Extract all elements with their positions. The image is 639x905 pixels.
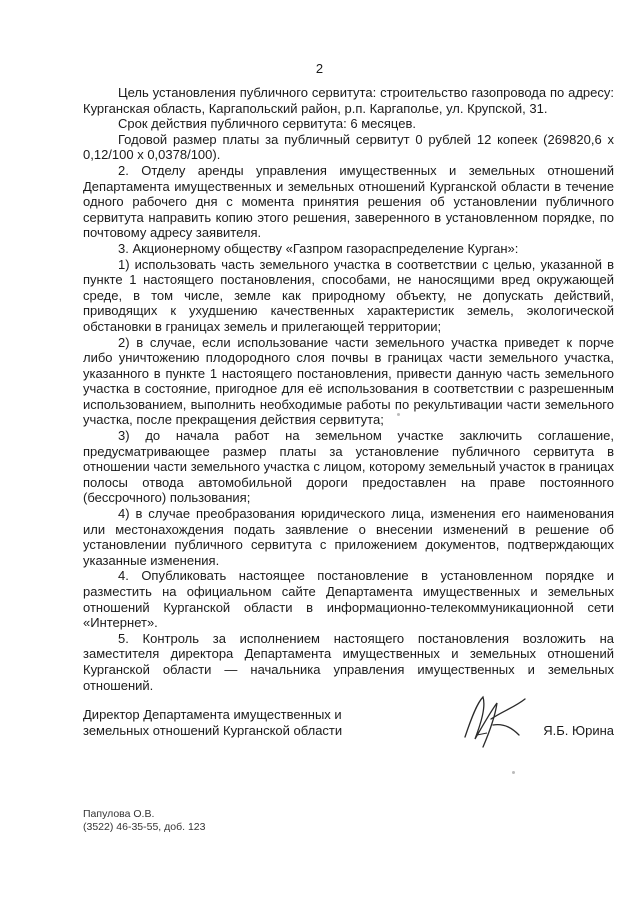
paragraph-annual-fee: Годовой размер платы за публичный сервитут 0 рублей 12 копеек (269820,6 х 0,12/100 х 0,0378/100).: [83, 131, 614, 163]
executor-info: [83, 808, 205, 834]
signatory-title-line2: земельных отношений Курганской области: [83, 723, 343, 738]
page-number: 2: [315, 61, 324, 76]
paragraph-item-3-4: 4) в случае преобразования юридического лица, изменения его наименования или местонахождения подать заявление о внесении изменений в решение об установлении публичного сервитута с приложением документов, подтверждающих указанные изменения.: [83, 506, 614, 568]
executor-name: Папулова О.В.: [83, 808, 155, 820]
paragraph-item-2: 2. Отделу аренды управления имущественных и земельных отношений Департамента имущественных и земельных отношений Курганской области в течение одного рабочего дня с момента принятия решения об установлении публичного сервитута направить копию этого решения, заверенного в установленном порядке, по почтовому адресу заявителя.: [83, 162, 614, 241]
paragraph-item-3-2: 2) в случае, если использование части земельного участка приведет к порче либо уничтожению плодородного слоя почвы в границах части земельного участка, указанного в пункте 1 настоящего постановления, привести данную часть земельного участка в состояние, пригодное для её использования в соответствии с разрешенным использованием, выполнить необходимые работы по рекультивации части земельного участка, после прекращения действия сервитута;: [83, 334, 614, 428]
scan-speck: [512, 771, 515, 774]
signatory-title-line1: Директор Департамента имущественных и: [83, 707, 342, 722]
signature-block: [83, 707, 614, 767]
paragraph-item-3-1: 1) использовать часть земельного участка в соответствии с целью, указанной в пункте 1 настоящего постановления, способами, не наносящими вред окружающей среде, в том числе, земле как природному объекту, не допускать действий, приводящих к ухудшению качественных характеристик земель, экологической обстановки в границах земель и прилегающей территории;: [83, 256, 614, 334]
signatory-title: [83, 707, 383, 739]
document-body: [83, 85, 614, 693]
scan-speck: [397, 413, 400, 416]
executor-phone: (3522) 46-35-55, доб. 123: [83, 821, 206, 833]
paragraph-servitude-purpose: Цель установления публичного сервитута: строительство газопровода по адресу: Курганская область, Каргапольский район, р.п. Каргаполье, ул. Крупской, 31.: [83, 85, 614, 116]
paragraph-servitude-term: Срок действия публичного сервитута: 6 месяцев.: [118, 116, 416, 132]
signatory-name: Я.Б. Юрина: [543, 723, 614, 738]
paragraph-item-5: 5. Контроль за исполнением настоящего постановления возложить на заместителя директора Департамента имущественных и земельных отношений Курганской области — начальника управления имущественных и земельных отношений.: [83, 630, 614, 693]
paragraph-item-3-3: 3) до начала работ на земельном участке заключить соглашение, предусматривающее размер платы за установление публичного сервитута в отношении части земельного участка с лицом, которому земельный участок в границах полосы отвода автомобильной дороги предоставлен на праве постоянного (бессрочного) пользования;: [83, 428, 614, 506]
paragraph-item-4: 4. Опубликовать настоящее постановление в установленном порядке и разместить на официальном сайте Департамента имущественных и земельных отношений Курганской области в информационно-телекоммуникационной сети «Интернет».: [83, 568, 614, 631]
handwritten-signature: [453, 689, 533, 759]
paragraph-item-3: 3. Акционерному обществу «Газпром газораспределение Курган»:: [118, 240, 519, 256]
